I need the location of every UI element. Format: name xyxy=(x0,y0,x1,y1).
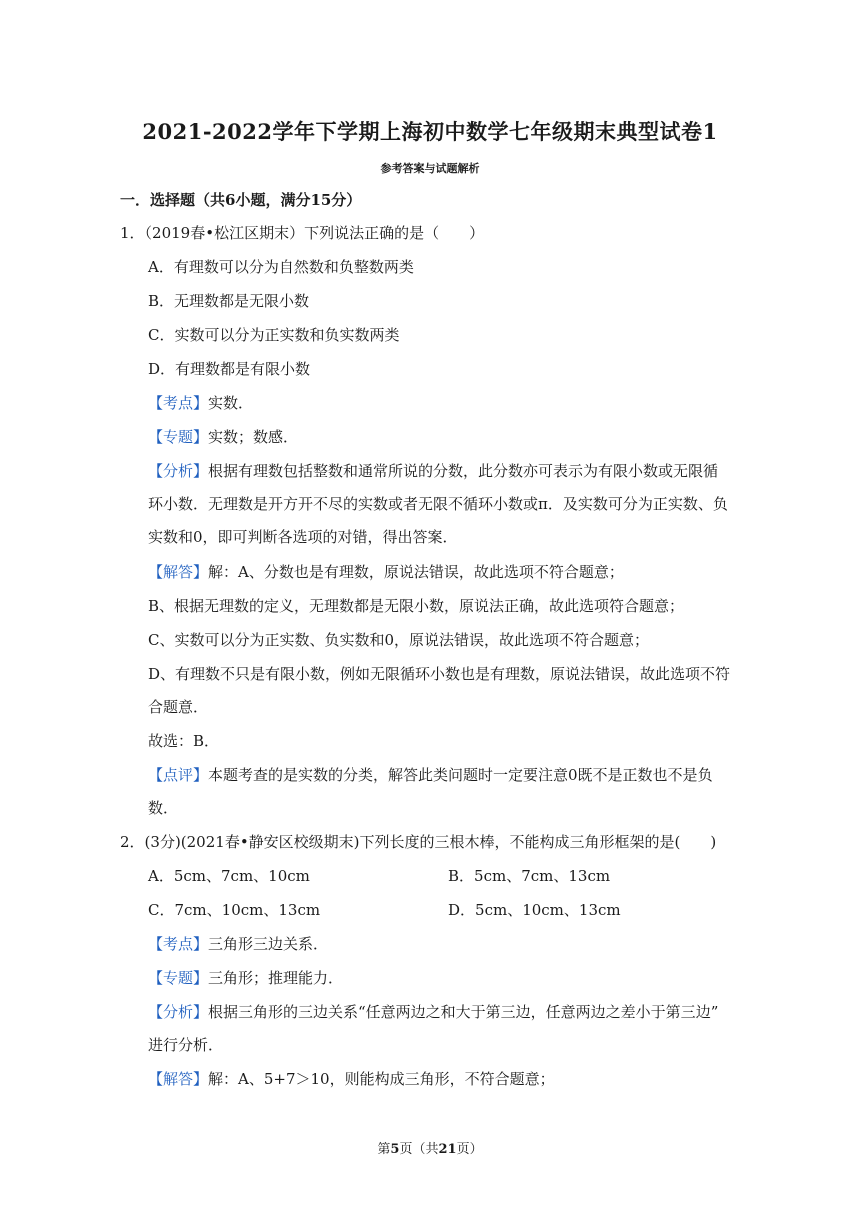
q2-stem: 2．(3分)(2021春•静安区校级期末)下列长度的三根木棒，不能构成三角形框架的是( ) xyxy=(120,833,717,851)
q1-zhuanti xyxy=(148,427,298,447)
q2-option-b: B．5cm、7cm、13cm xyxy=(448,867,611,885)
jieda-label: 【解答】 xyxy=(148,1070,209,1088)
footer-prefix: 第 xyxy=(377,1142,391,1157)
document-title: 2021-2022学年下学期上海初中数学七年级期末典型试卷1 xyxy=(142,119,718,144)
q1-jieda-line-2: B、根据无理数的定义，无理数都是无限小数，原说法正确，故此选项符合题意； xyxy=(148,597,685,615)
q1-kaodian-text: 实数． xyxy=(208,394,254,412)
q2-option-a: A．5cm、7cm、10cm xyxy=(148,867,310,885)
fenxi-label: 【分析】 xyxy=(148,462,209,480)
q1-jieda-line-3: C、实数可以分为正实数、负实数和0，原说法错误，故此选项不符合题意； xyxy=(148,631,650,649)
q1-stem: 1．（2019春•松江区期末）下列说法正确的是（ ） xyxy=(120,224,485,242)
q1-jieda-line-4: D、有理数不只是有限小数，例如无限循环小数也是有理数，原说法错误，故此选项不符 xyxy=(148,665,731,683)
q1-jieda-line-5: 合题意． xyxy=(148,698,209,716)
q1-dianping-line-1: 本题考查的是实数的分类，解答此类问题时一定要注意0既不是正数也不是负 xyxy=(208,766,713,784)
kaodian-label: 【考点】 xyxy=(148,394,209,412)
q2-fenxi xyxy=(148,1002,718,1022)
dianping-label: 【点评】 xyxy=(148,766,209,784)
q1-dianping-line-2: 数． xyxy=(148,799,179,817)
q1-fenxi-line-2: 环小数．无理数是开方开不尽的实数或者无限不循环小数或π．及实数可分为正实数、负 xyxy=(148,495,728,513)
q2-option-c: C．7cm、10cm、13cm xyxy=(148,901,321,919)
q1-fenxi-line-1: 根据有理数包括整数和通常所说的分数，此分数亦可表示为有限小数或无限循 xyxy=(208,462,719,480)
page-total: 21 xyxy=(438,1142,457,1157)
q1-jieda-line-1: 解：A、分数也是有理数，原说法错误，故此选项不符合题意； xyxy=(208,563,624,581)
q2-jieda-text: 解：A、5+7＞10，则能构成三角形，不符合题意； xyxy=(208,1070,555,1088)
q2-kaodian-text: 三角形三边关系． xyxy=(208,935,329,953)
q1-dianping xyxy=(148,765,713,785)
jieda-label: 【解答】 xyxy=(148,563,209,581)
page-footer xyxy=(0,1138,860,1157)
q1-option-c: C．实数可以分为正实数和负实数两类 xyxy=(148,326,400,344)
footer-middle: 页（共 xyxy=(399,1142,439,1157)
q1-fenxi-line-3: 实数和0，即可判断各选项的对错，得出答案． xyxy=(148,528,458,546)
q1-jieda-line-6: 故选：B． xyxy=(148,732,220,750)
q2-fenxi-line-1: 根据三角形的三边关系“任意两边之和大于第三边，任意两边之差小于第三边” xyxy=(208,1003,719,1021)
q1-option-d: D．有理数都是有限小数 xyxy=(148,360,311,378)
page-number: 5 xyxy=(390,1142,400,1157)
zhuanti-label: 【专题】 xyxy=(148,428,209,446)
section-heading: 一．选择题（共6小题，满分15分） xyxy=(120,191,362,209)
q2-zhuanti xyxy=(148,968,343,988)
zhuanti-label: 【专题】 xyxy=(148,969,209,987)
q1-kaodian xyxy=(148,393,253,413)
document-subtitle: 参考答案与试题解析 xyxy=(380,162,480,175)
q2-kaodian xyxy=(148,934,328,954)
q1-option-b: B．无理数都是无限小数 xyxy=(148,292,310,310)
q1-jieda xyxy=(148,562,624,582)
q1-zhuanti-text: 实数；数感． xyxy=(208,428,299,446)
q1-fenxi xyxy=(148,461,718,481)
q1-option-a: A．有理数可以分为自然数和负整数两类 xyxy=(148,258,414,276)
footer-suffix: 页） xyxy=(456,1142,483,1157)
q2-jieda xyxy=(148,1069,555,1089)
fenxi-label: 【分析】 xyxy=(148,1003,209,1021)
kaodian-label: 【考点】 xyxy=(148,935,209,953)
q2-fenxi-line-2: 进行分析． xyxy=(148,1036,224,1054)
q2-zhuanti-text: 三角形；推理能力． xyxy=(208,969,344,987)
q2-option-d: D．5cm、10cm、13cm xyxy=(448,901,621,919)
